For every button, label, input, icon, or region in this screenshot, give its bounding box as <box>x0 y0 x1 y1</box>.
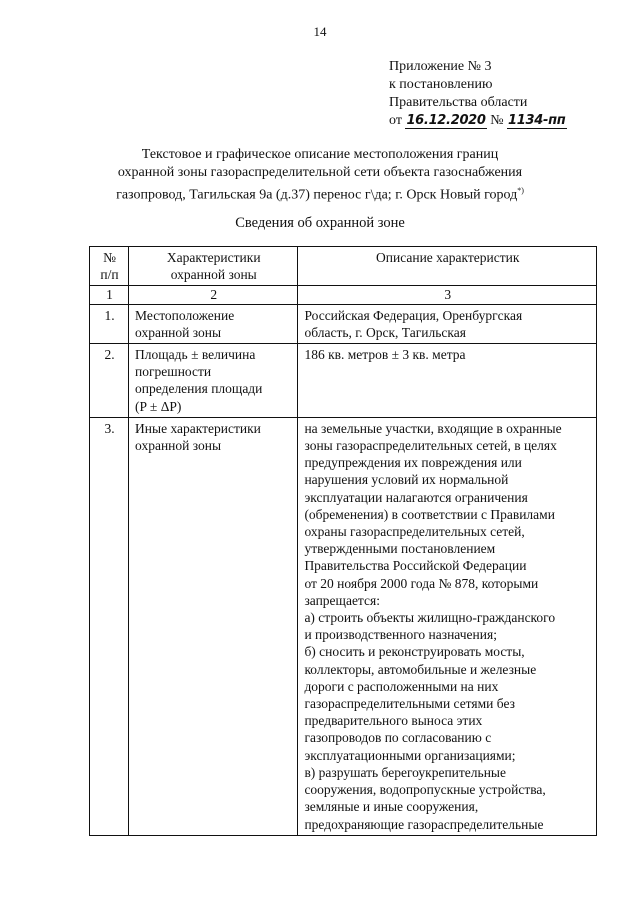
header-cell-description <box>298 247 597 286</box>
cell-line: сооружения, водопропускные устройства, <box>304 782 546 798</box>
appendix-date: 16.12.2020 <box>406 113 486 128</box>
appendix-line-3: Правительства области <box>389 95 528 110</box>
cell-line: нарушения условий их нормальной <box>304 472 509 488</box>
cell-line: а) строить объекты жилищно-гражданского <box>304 610 556 626</box>
cell-line: дороги с расположенными на них <box>304 678 499 694</box>
cell-line: предохраняющие газораспределительные <box>304 816 544 832</box>
cell-line: охраны газораспределительных сетей, <box>304 524 525 540</box>
header-characteristic-line-1: Характеристики <box>166 250 261 265</box>
cell-line: коллекторы, автомобильные и железные <box>304 661 537 677</box>
row-number: 1. <box>90 304 129 343</box>
cell-line: в) разрушать берегоукрепительные <box>304 764 506 780</box>
appendix-line-1: Приложение № 3 <box>389 59 492 74</box>
header-cell-characteristic <box>129 247 298 286</box>
table-row <box>90 417 597 835</box>
cell-line: Правительства Российской Федерации <box>304 558 527 574</box>
header-characteristic-line-2: охранной зоны <box>170 267 257 283</box>
document-title <box>60 146 580 205</box>
cell-line: эксплуатационными организациями; <box>304 747 516 763</box>
table-row <box>90 344 597 418</box>
zone-info-table <box>89 246 597 836</box>
row-characteristic <box>129 417 298 835</box>
cell-line: б) сносить и реконструировать мосты, <box>304 644 525 660</box>
title-line-2: охранной зоны газораспределительной сети объекта газоснабжения <box>117 165 523 180</box>
cell-line: охранной зоны <box>135 324 222 340</box>
cell-line: Площадь ± величина <box>135 347 256 363</box>
appendix-block <box>389 58 567 130</box>
cell-line: и производственного назначения; <box>304 627 497 643</box>
cell-line: газораспределительными сетями без <box>304 696 515 712</box>
row-description <box>298 344 597 418</box>
cell-line: охранной зоны <box>135 438 222 454</box>
title-footnote-mark: *) <box>517 186 524 195</box>
cell-line: от 20 ноября 2000 года № 878, которыми <box>304 575 539 591</box>
row-description <box>298 417 597 835</box>
cell-line: предупреждения их повреждения или <box>304 455 522 471</box>
header-cell-number <box>90 247 129 286</box>
column-number-3: 3 <box>298 286 597 304</box>
appendix-ot-label: от <box>389 113 402 128</box>
cell-line: газопроводов по согласованию с <box>304 730 492 746</box>
appendix-no-label: № <box>490 113 504 128</box>
title-line-3 <box>60 182 580 205</box>
cell-line: область, г. Орск, Тагильская <box>304 324 466 340</box>
row-characteristic <box>129 304 298 343</box>
cell-line: (P ± ΔP) <box>135 398 182 414</box>
page-number: 14 <box>313 24 327 39</box>
cell-line: эксплуатации налагаются ограничения <box>304 489 528 505</box>
appendix-number: 1134-пп <box>508 113 566 128</box>
cell-line: предварительного выноса этих <box>304 713 483 729</box>
column-numbering-row <box>90 286 597 304</box>
title-line-1: Текстовое и графическое описание местоположения границ <box>141 147 499 162</box>
cell-line: зоны газораспределительных сетей, в целях <box>304 438 557 454</box>
cell-line: Иные характеристики <box>135 420 261 436</box>
cell-line: запрещается: <box>304 592 380 608</box>
section-subtitle: Сведения об охранной зоне <box>235 215 405 231</box>
table-row <box>90 304 597 343</box>
header-number-line-1: № <box>103 250 116 265</box>
row-number: 2. <box>90 344 129 418</box>
cell-line: погрешности <box>135 364 212 380</box>
row-number: 3. <box>90 417 129 835</box>
appendix-date-line <box>389 112 567 130</box>
cell-line: на земельные участки, входящие в охранные <box>304 420 562 436</box>
cell-line: Местоположение <box>135 307 235 323</box>
cell-line: земляные и иные сооружения, <box>304 799 479 815</box>
appendix-line-2: к постановлению <box>389 77 493 92</box>
header-number-line-2: п/п <box>100 267 119 283</box>
table-header-row <box>90 247 597 286</box>
row-description <box>298 304 597 343</box>
cell-line: 186 кв. метров ± 3 кв. метра <box>304 347 466 363</box>
cell-line: Российская Федерация, Оренбургская <box>304 307 523 323</box>
row-characteristic <box>129 344 298 418</box>
cell-line: определения площади <box>135 381 263 397</box>
column-number-2: 2 <box>129 286 298 304</box>
cell-line: утвержденными постановлением <box>304 541 496 557</box>
column-number-1: 1 <box>90 286 129 304</box>
cell-line: (обременения) в соответствии с Правилами <box>304 506 555 522</box>
header-description-line-1: Описание характеристик <box>376 250 520 265</box>
title-line-3-text: газопровод, Тагильская 9а (д.37) перенос г\да; г. Орск Новый город <box>116 187 518 203</box>
